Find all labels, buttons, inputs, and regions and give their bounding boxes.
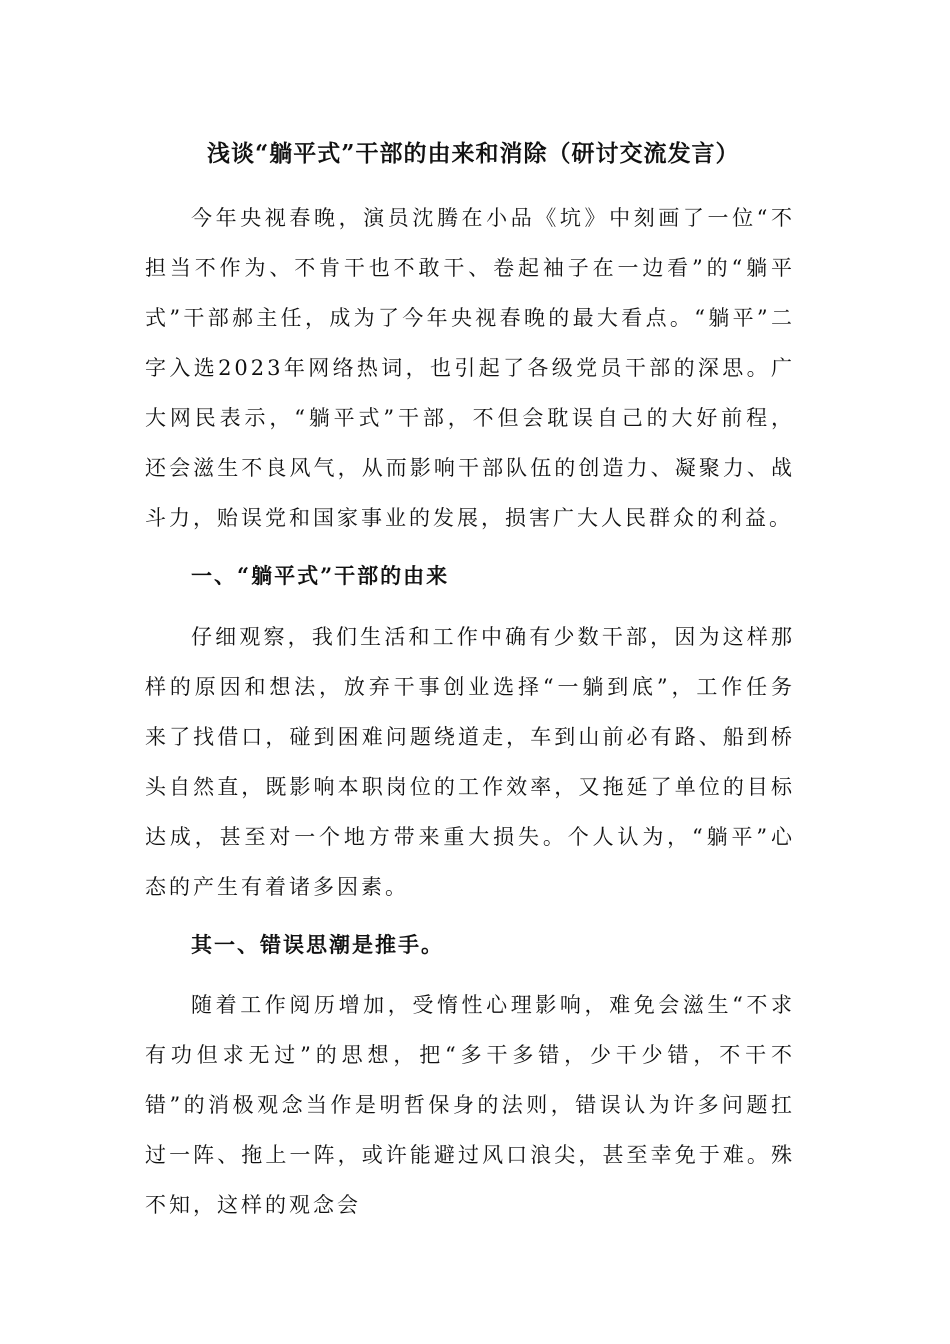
document-title: 浅谈“躺平式”干部的由来和消除（研讨交流发言） <box>207 140 740 167</box>
paragraph-intro: 今年央视春晚，演员沈腾在小品《坑》中刻画了一位“不担当不作为、不肯干也不敢干、卷起袖子在一边看”的“躺平式”干部郝主任，成为了今年央视春晚的最大看点。“躺平”二字入选2023年网络热词，也引起了各级党员干部的深思。广大网民表示，“躺平式”干部，不但会耽误自己的大好前程，还会滋生不良风气，从而影响干部队伍的创造力、凝聚力、战斗力，贻误党和国家事业的发展，损害广大人民群众的利益。 <box>145 206 795 530</box>
paragraph-wrong-thinking: 随着工作阅历增加，受惰性心理影响，难免会滋生“不求有功但求无过”的思想，把“多干多错，少干少错，不干不错”的消极观念当作是明哲保身的法则，错误认为许多问题扛过一阵、拖上一阵，或许能避过风口浪尖，甚至幸免于难。殊不知，这样的观念会 <box>145 993 795 1217</box>
paragraph-origin: 仔细观察，我们生活和工作中确有少数干部，因为这样那样的原因和想法，放弃干事创业选择“一躺到底”，工作任务来了找借口，碰到困难问题绕道走，车到山前必有路、船到桥头自然直，既影响本职岗位的工作效率，又拖延了单位的目标达成，甚至对一个地方带来重大损失。个人认为，“躺平”心态的产生有着诸多因素。 <box>145 625 795 899</box>
subsection-heading-wrong-thinking: 其一、错误思潮是推手。 <box>191 932 444 957</box>
section-heading-origin: 一、“躺平式”干部的由来 <box>191 563 450 588</box>
